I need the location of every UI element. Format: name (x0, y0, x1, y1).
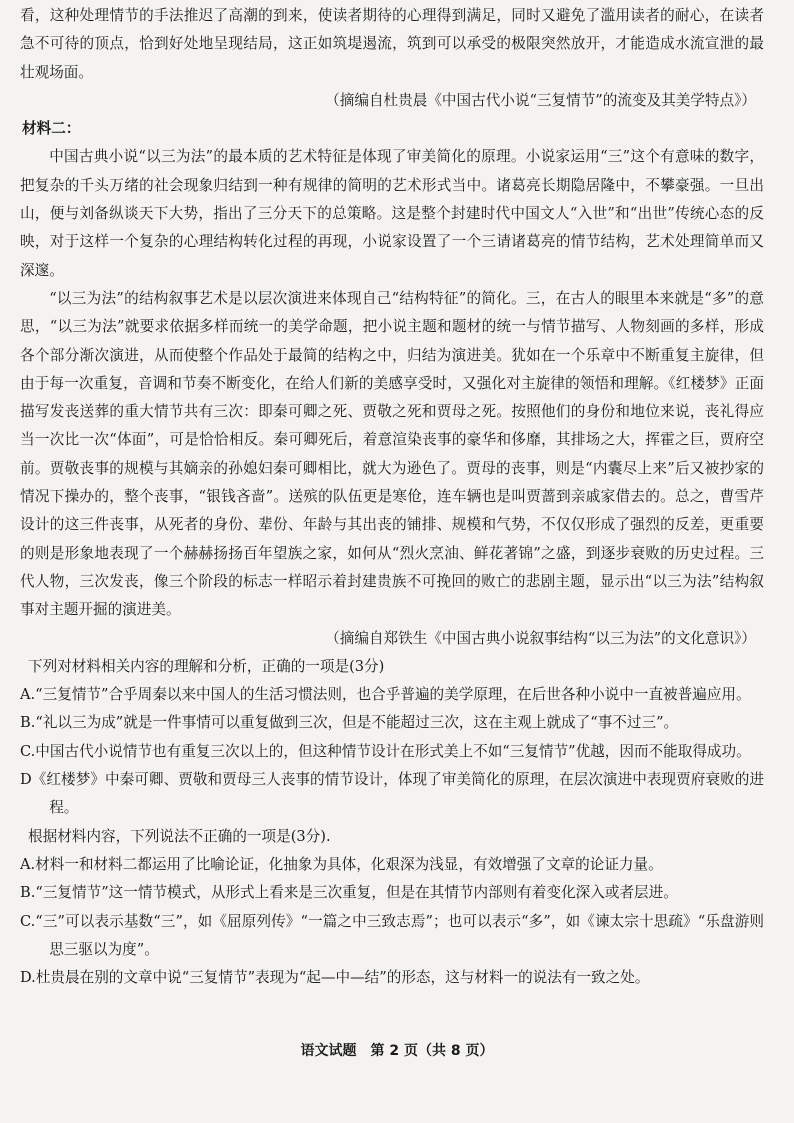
material1-continuation: 看，这种处理情节的手法推迟了高潮的到来，使读者期待的心理得到满足，同时又避免了滥用读者的耐心，在读者急不可待的顶点，恰到好处地呈现结局，这正如筑堤遏流，筑到可以承受的极限突然放开，才能造成水流宣泄的最壮观场面。 (20, 7, 764, 81)
question1-option-a: A.“三复情节”合乎周秦以来中国人的生活习惯法则，也合乎普遍的美学原理，在后世各种小说中一直被普遍应用。 (20, 686, 751, 704)
question1-option-b: B.“礼以三为成”就是一件事情可以重复做到三次，但是不能超过三次，这在主观上就成了“事不过三”。 (20, 714, 679, 732)
question1-option-c: C.中国古代小说情节也有重复三次以上的，但这种情节设计在形式美上不如“三复情节”优越，因而不能取得成功。 (20, 742, 751, 760)
question2-option-b: B.“三复情节”这一情节模式，从形式上看来是三次重复，但是在其情节内部则有着变化深入或者层进。 (20, 884, 678, 902)
material2-paragraph-1: 中国古典小说“以三为法”的最本质的艺术特征是体现了审美简化的原理。小说家运用“三”这个有意味的数字，把复杂的千头万绪的社会现象归结到一种有规律的简明的艺术形式当中。诸葛亮长期隐居隆中，不攀豪强。一旦出山，便与刘备纵谈天下大势，指出了三分天下的总策略。这是整个封建时代中国文人“入世”和“出世”传统心态的反映，对于这样一个复杂的心理结构转化过程的再现，小说家设置了一个三请诸葛亮的情节结构，艺术处理简单而又深邃。 (20, 148, 764, 279)
question2-stem: 根据材料内容，下列说法不正确的一项是(3分). (28, 827, 331, 845)
material1-source: （摘编自杜贵晨《中国古代小说“三复情节”的流变及其美学特点》） (325, 91, 756, 109)
page-footer: 语文试题 第 2 页（共 8 页） (300, 1043, 494, 1059)
material2-paragraph-2: “以三为法”的结构叙事艺术是以层次演进来体现自己“结构特征”的简化。三，在古人的眼里本来就是“多”的意思，“以三为法”就要求依据多样而统一的美学命题，把小说主题和题材的统一与情节描写、人物刻画的多样，形成各个部分渐次演进，从而使整个作品处于最简的结构之中，归结为演进美。犹如在一个乐章中不断重复主旋律，但由于每一次重复，音调和节奏不断变化，在给人们新的美感享受时，又强化对主旋律的领悟和理解。《红楼梦》正面描写发丧送葬的重大情节共有三次：即秦可卿之死、贾敬之死和贾母之死。按照他们的身份和地位来说，丧礼得应当一次比一次“体面”，可是恰恰相反。秦可卿死后，着意渲染丧事的豪华和侈靡，其排场之大，挥霍之巨，贾府空前。贾敬丧事的规模与其嫡亲的孙媳妇秦可卿相比，就大为逊色了。贾母的丧事，则是“内囊尽上来”后又被抄家的情况下操办的，整个丧事，“银钱吝啬”。送殡的队伍更是寒伧，连车辆也是叫贾蔷到亲戚家借去的。总之，曹雪芹设计的这三件丧事，从死者的身份、辈份、年龄与其出丧的铺排、规模和气势，不仅仅形成了强烈的反差，更重要的则是形象地表现了一个赫赫扬扬百年望族之家，如何从“烈火烹油、鲜花著锦”之盛，到逐步衰败的历史过程。三代人物，三次发丧，像三个阶段的标志一样昭示着封建贵族不可挽回的败亡的悲剧主题，显示出“以三为法”结构叙事对主题开掘的演进美。 (20, 289, 764, 619)
question2-option-c: C.“三”可以表示基数“三”，如《屈原列传》“一篇之中三致志焉”；也可以表示“多”，如《谏太宗十思疏》“乐盘游则思三驱以为度”。 (20, 912, 764, 958)
question1-option-d: D《红楼梦》中秦可卿、贾敬和贾母三人丧事的情节设计，体现了审美简化的原理，在层次演进中表现贾府衰败的进程。 (20, 771, 764, 817)
question2-option-a: A.材料一和材料二都运用了比喻论证，化抽象为具体，化艰深为浅显，有效增强了文章的论证力量。 (20, 855, 663, 873)
question1-stem: 下列对材料相关内容的理解和分析，正确的一项是(3分) (28, 657, 385, 675)
question2-option-d: D.杜贵晨在别的文章中说“三复情节”表现为“起—中—结”的形态，这与材料一的说法有一致之处。 (20, 969, 650, 987)
material2-heading: 材料二： (22, 120, 81, 138)
material2-source: （摘编自郑铁生《中国古典小说叙事结构“以三为法”的文化意识》） (325, 629, 756, 647)
